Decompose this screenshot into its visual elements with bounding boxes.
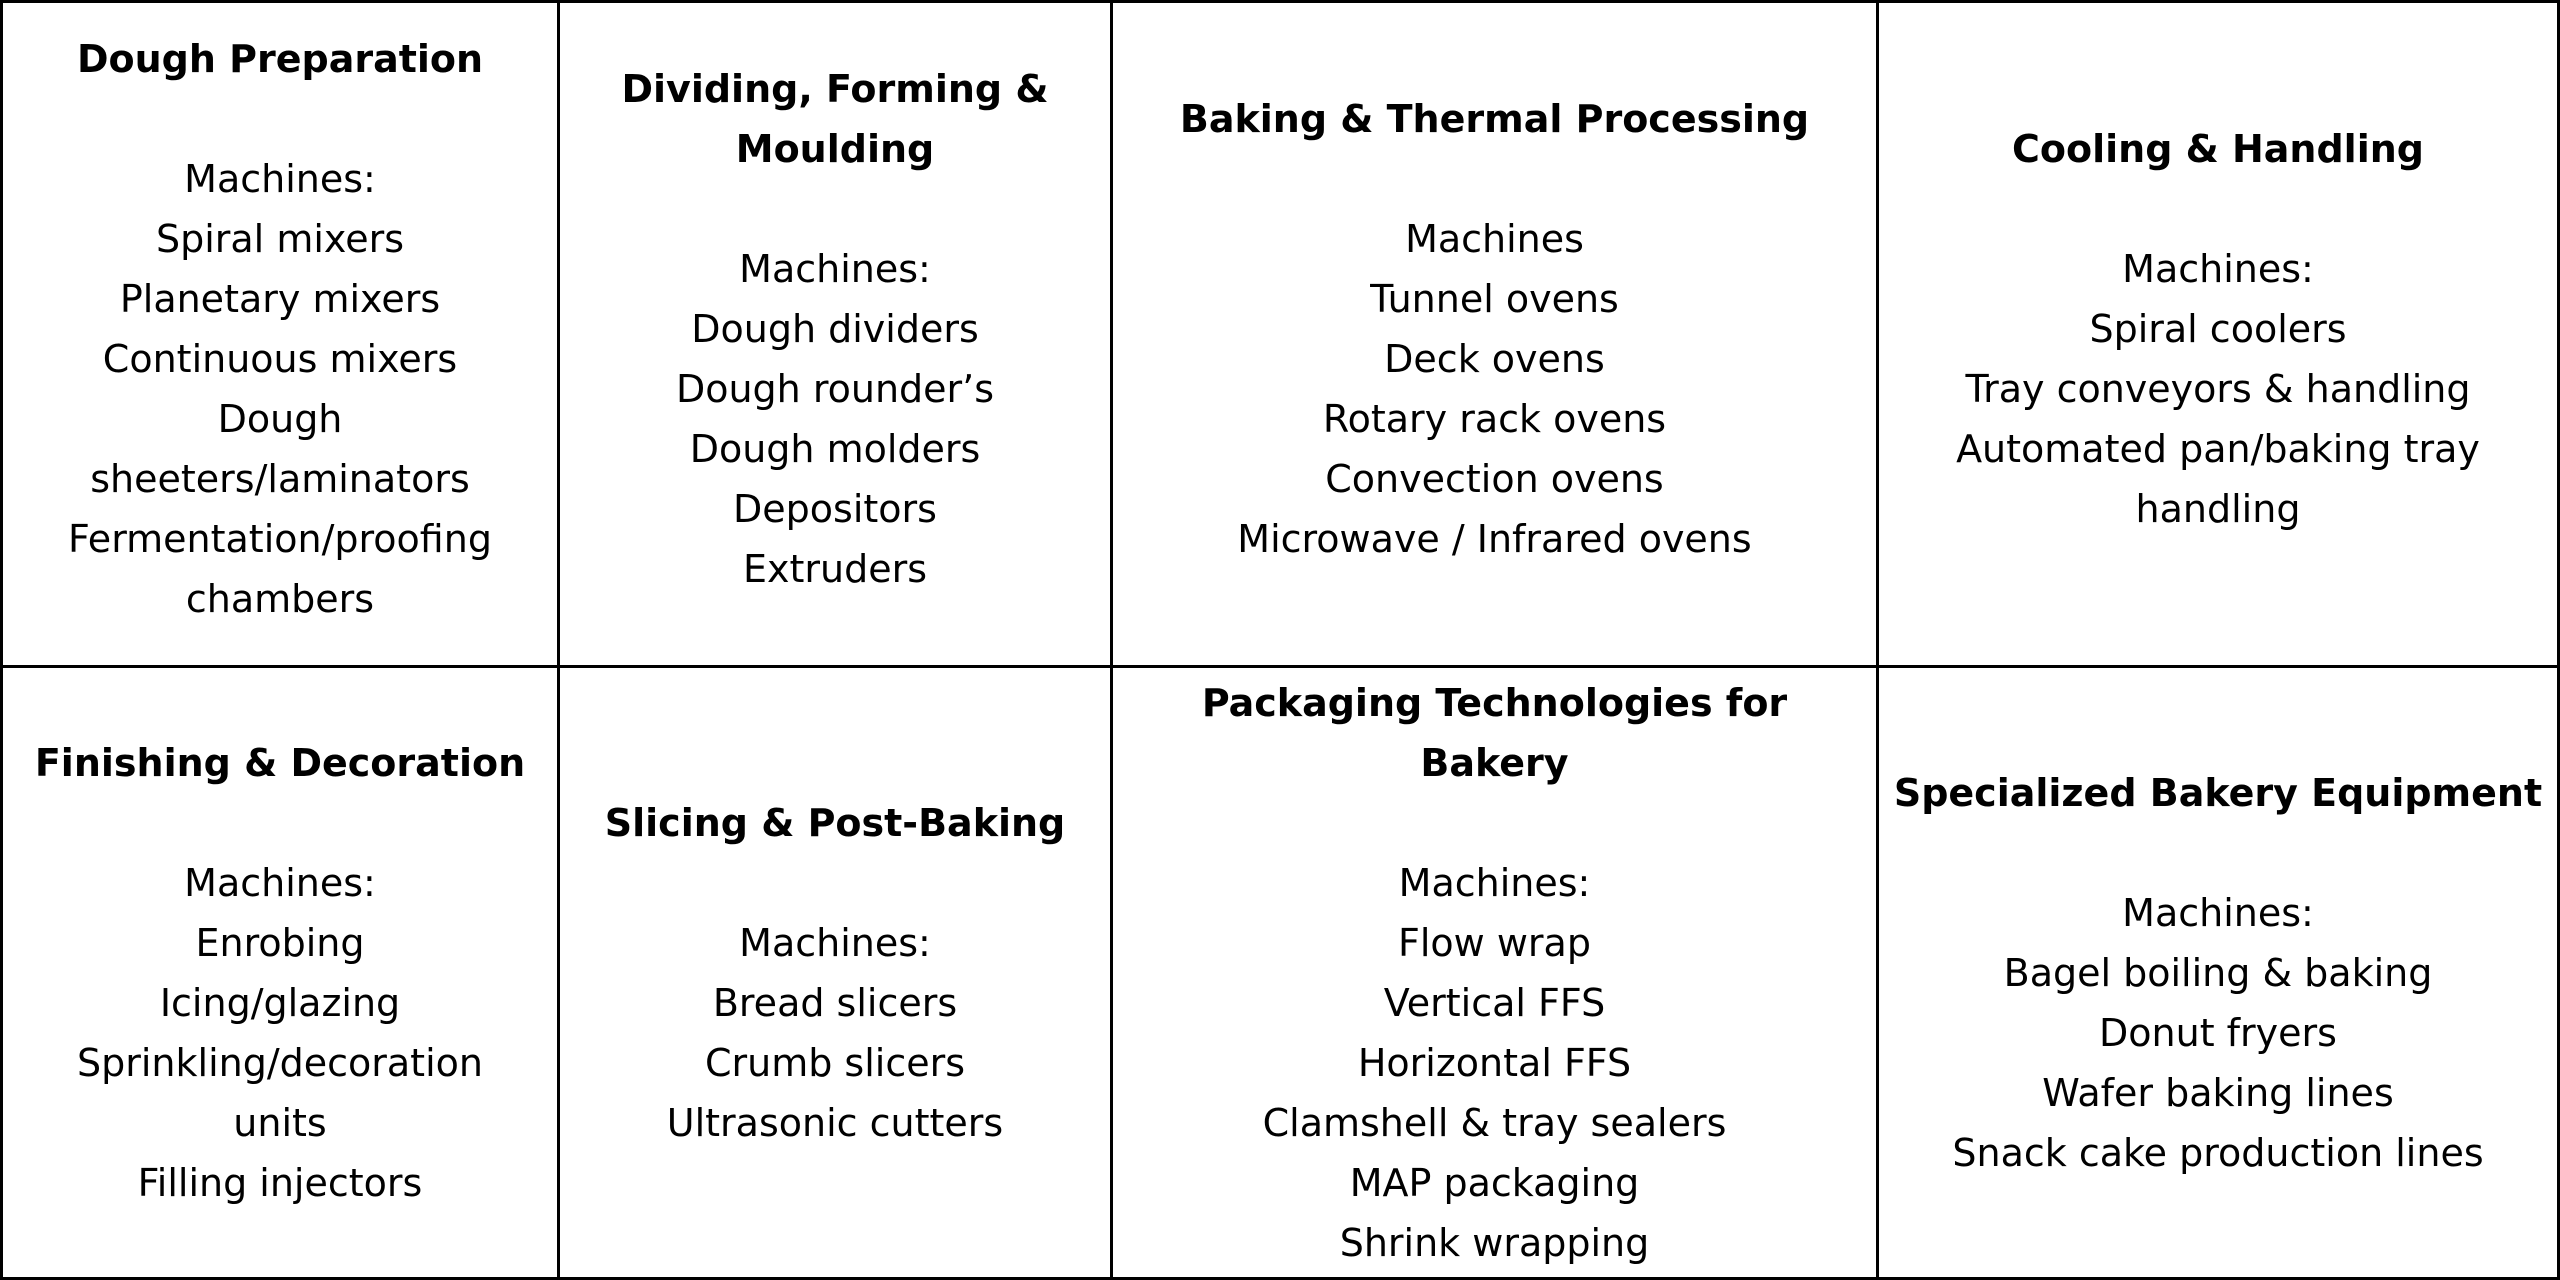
machine-item: Automated pan/baking tray handling (1956, 427, 2480, 531)
machine-item: Convection ovens (1325, 457, 1664, 501)
machine-item: Wafer baking lines (2042, 1070, 2394, 1115)
cell-cooling-handling (1879, 0, 2560, 668)
machine-item: Dough dividers (691, 307, 979, 351)
machine-item: Horizontal FFS (1357, 1040, 1632, 1085)
machine-item: MAP packaging (1349, 1160, 1640, 1205)
machine-item: Dough molders (689, 427, 981, 471)
cell-title: Cooling & Handling (2011, 127, 2424, 171)
machines-list (1952, 943, 2483, 1183)
machine-item: Donut fryers (2099, 1010, 2337, 1055)
cell-specialized-bakery-equipment (1879, 668, 2560, 1280)
machine-item: Rotary rack ovens (1322, 397, 1667, 441)
machines-list (15, 209, 545, 629)
cell-title: Finishing & Decoration (34, 740, 526, 785)
machine-item: Extruders (742, 547, 928, 591)
machines-label: Machines: (184, 860, 376, 905)
cell-dough-preparation (0, 0, 560, 668)
machine-item: Spiral mixers (155, 217, 405, 261)
machines-list (1891, 299, 2545, 539)
machine-item: Dough rounder’s (675, 367, 995, 411)
machines-label: Machines (1405, 217, 1584, 261)
machine-item: Continuous mixers (102, 337, 458, 381)
cell-title: Dividing, Forming & Moulding (621, 67, 1049, 171)
machine-item: Vertical FFS (1383, 980, 1606, 1025)
machines-list (1237, 269, 1751, 569)
machine-item: Bagel boiling & baking (2003, 950, 2433, 995)
machines-label: Machines: (184, 157, 376, 201)
machine-item: Snack cake production lines (1952, 1130, 2484, 1175)
machine-item: Deck ovens (1384, 337, 1605, 381)
machine-item: Dough sheeters/laminators (90, 397, 470, 501)
cell-packaging-technologies (1113, 668, 1879, 1280)
cell-baking-thermal-processing (1113, 0, 1879, 668)
cell-title: Baking & Thermal Processing (1179, 97, 1810, 141)
machine-item: Icing/glazing (159, 980, 401, 1025)
machines-list (676, 299, 994, 599)
cell-title: Packaging Technologies for Bakery (1201, 680, 1788, 785)
machines-label: Machines: (2122, 247, 2314, 291)
machine-item: Tray conveyors & handling (1965, 367, 2471, 411)
machine-item: Flow wrap (1398, 920, 1591, 965)
machines-label: Machines: (2122, 890, 2314, 935)
machine-item: Fermentation/proofing chambers (68, 517, 492, 621)
cell-title: Dough Preparation (76, 37, 484, 81)
machine-item: Planetary mixers (119, 277, 441, 321)
machine-item: Enrobing (195, 920, 365, 965)
machine-item: Tunnel ovens (1370, 277, 1619, 321)
machines-list (1263, 913, 1727, 1273)
machine-item: Microwave / Infrared ovens (1237, 517, 1752, 561)
machines-list (15, 913, 545, 1213)
machines-label: Machines: (739, 920, 931, 965)
cell-title: Slicing & Post-Baking (604, 800, 1066, 845)
machine-item: Depositors (733, 487, 937, 531)
machines-label: Machines: (1398, 860, 1591, 905)
machines-label: Machines: (739, 247, 931, 291)
machine-item: Spiral coolers (2089, 307, 2347, 351)
cell-finishing-decoration (0, 668, 560, 1280)
machine-item: Ultrasonic cutters (666, 1100, 1004, 1145)
cell-dividing-forming-moulding (560, 0, 1113, 668)
machine-item: Sprinkling/decoration units (77, 1040, 483, 1145)
machine-item: Filling injectors (137, 1160, 423, 1205)
machines-list (667, 973, 1003, 1153)
machine-item: Clamshell & tray sealers (1262, 1100, 1727, 1145)
cell-slicing-post-baking (560, 668, 1113, 1280)
machine-item: Bread slicers (712, 980, 958, 1025)
machine-item: Shrink wrapping (1339, 1220, 1650, 1265)
machine-item: Crumb slicers (704, 1040, 966, 1085)
cell-title: Specialized Bakery Equipment (1893, 770, 2543, 815)
